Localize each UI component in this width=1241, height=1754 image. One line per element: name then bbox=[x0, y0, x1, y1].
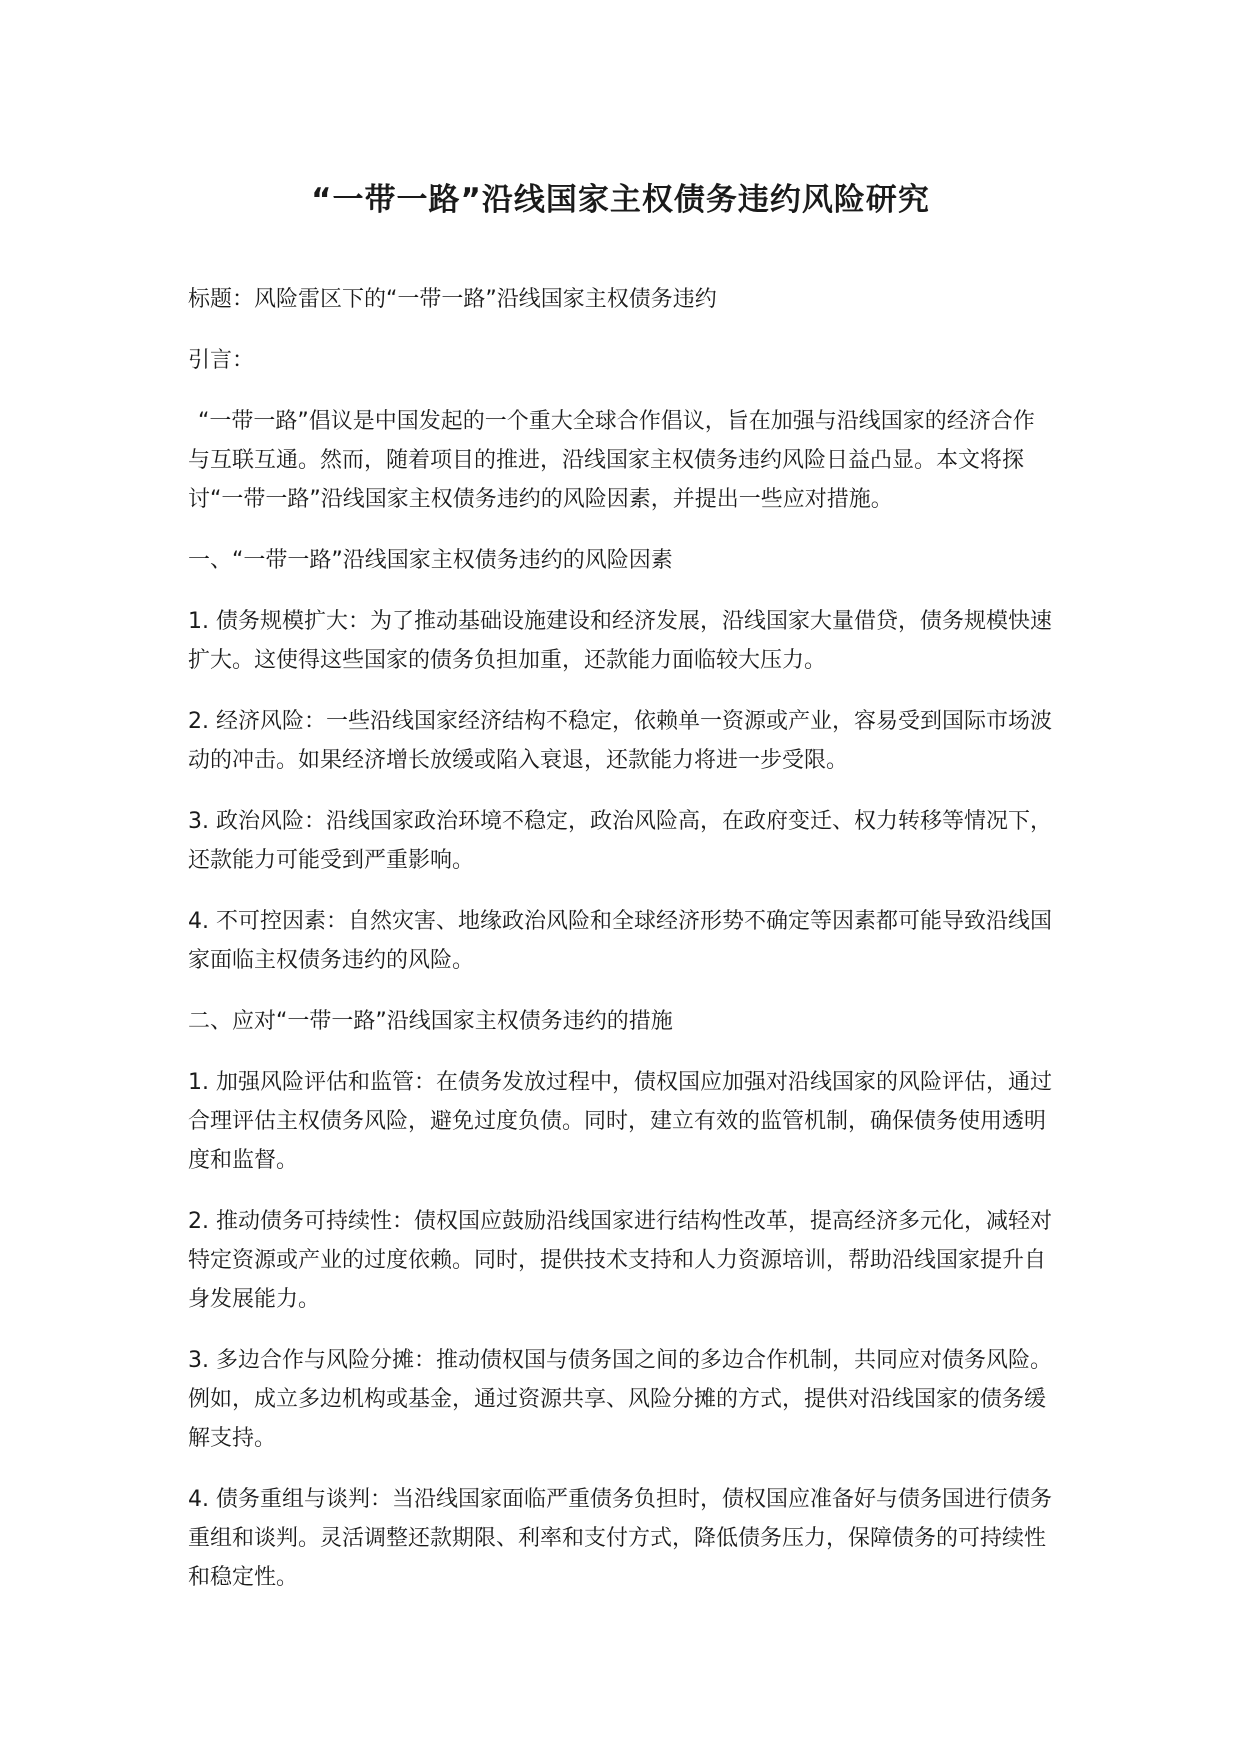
intro-heading: 引言： bbox=[188, 348, 255, 373]
risk-item-1: 1. 债务规模扩大：为了推动基础设施建设和经济发展，沿线国家大量借贷，债务规模快速扩大。这使得这些国家的债务负担加重，还款能力面临较大压力。 bbox=[188, 609, 1052, 673]
section-heading-measures: 二、应对“一带一路”沿线国家主权债务违约的措施 bbox=[188, 1009, 673, 1034]
measure-item-4: 4. 债务重组与谈判：当沿线国家面临严重债务负担时，债权国应准备好与债务国进行债务重组和谈判。灵活调整还款期限、利率和支付方式，降低债务压力，保障债务的可持续性和稳定性。 bbox=[188, 1487, 1052, 1590]
document-title: “一带一路”沿线国家主权债务违约风险研究 bbox=[311, 182, 930, 218]
risk-item-3: 3. 政治风险：沿线国家政治环境不稳定，政治风险高，在政府变迁、权力转移等情况下，还款能力可能受到严重影响。 bbox=[188, 809, 1052, 873]
measure-item-2: 2. 推动债务可持续性：债权国应鼓励沿线国家进行结构性改革，提高经济多元化，减轻对特定资源或产业的过度依赖。同时，提供技术支持和人力资源培训，帮助沿线国家提升自身发展能力。 bbox=[188, 1209, 1052, 1312]
measure-item-1: 1. 加强风险评估和监管：在债务发放过程中，债权国应加强对沿线国家的风险评估，通过合理评估主权债务风险，避免过度负债。同时，建立有效的监管机制，确保债务使用透明度和监督。 bbox=[188, 1070, 1052, 1173]
measure-item-3: 3. 多边合作与风险分摊：推动债权国与债务国之间的多边合作机制，共同应对债务风险。例如，成立多边机构或基金，通过资源共享、风险分摊的方式，提供对沿线国家的债务缓解支持。 bbox=[188, 1348, 1052, 1451]
risk-item-2: 2. 经济风险：一些沿线国家经济结构不稳定，依赖单一资源或产业，容易受到国际市场波动的冲击。如果经济增长放缓或陷入衰退，还款能力将进一步受限。 bbox=[188, 709, 1052, 773]
subtitle-line: 标题：风险雷区下的“一带一路”沿线国家主权债务违约 bbox=[188, 287, 717, 312]
document-body bbox=[188, 280, 1056, 1619]
section-heading-risk-factors: 一、“一带一路”沿线国家主权债务违约的风险因素 bbox=[188, 548, 673, 573]
risk-item-4: 4. 不可控因素：自然灾害、地缘政治风险和全球经济形势不确定等因素都可能导致沿线国家面临主权债务违约的风险。 bbox=[188, 909, 1052, 973]
intro-paragraph: “一带一路”倡议是中国发起的一个重大全球合作倡议，旨在加强与沿线国家的经济合作与互联互通。然而，随着项目的推进，沿线国家主权债务违约风险日益凸显。本文将探讨“一带一路”沿线国家主权债务违约的风险因素，并提出一些应对措施。 bbox=[188, 409, 1035, 512]
